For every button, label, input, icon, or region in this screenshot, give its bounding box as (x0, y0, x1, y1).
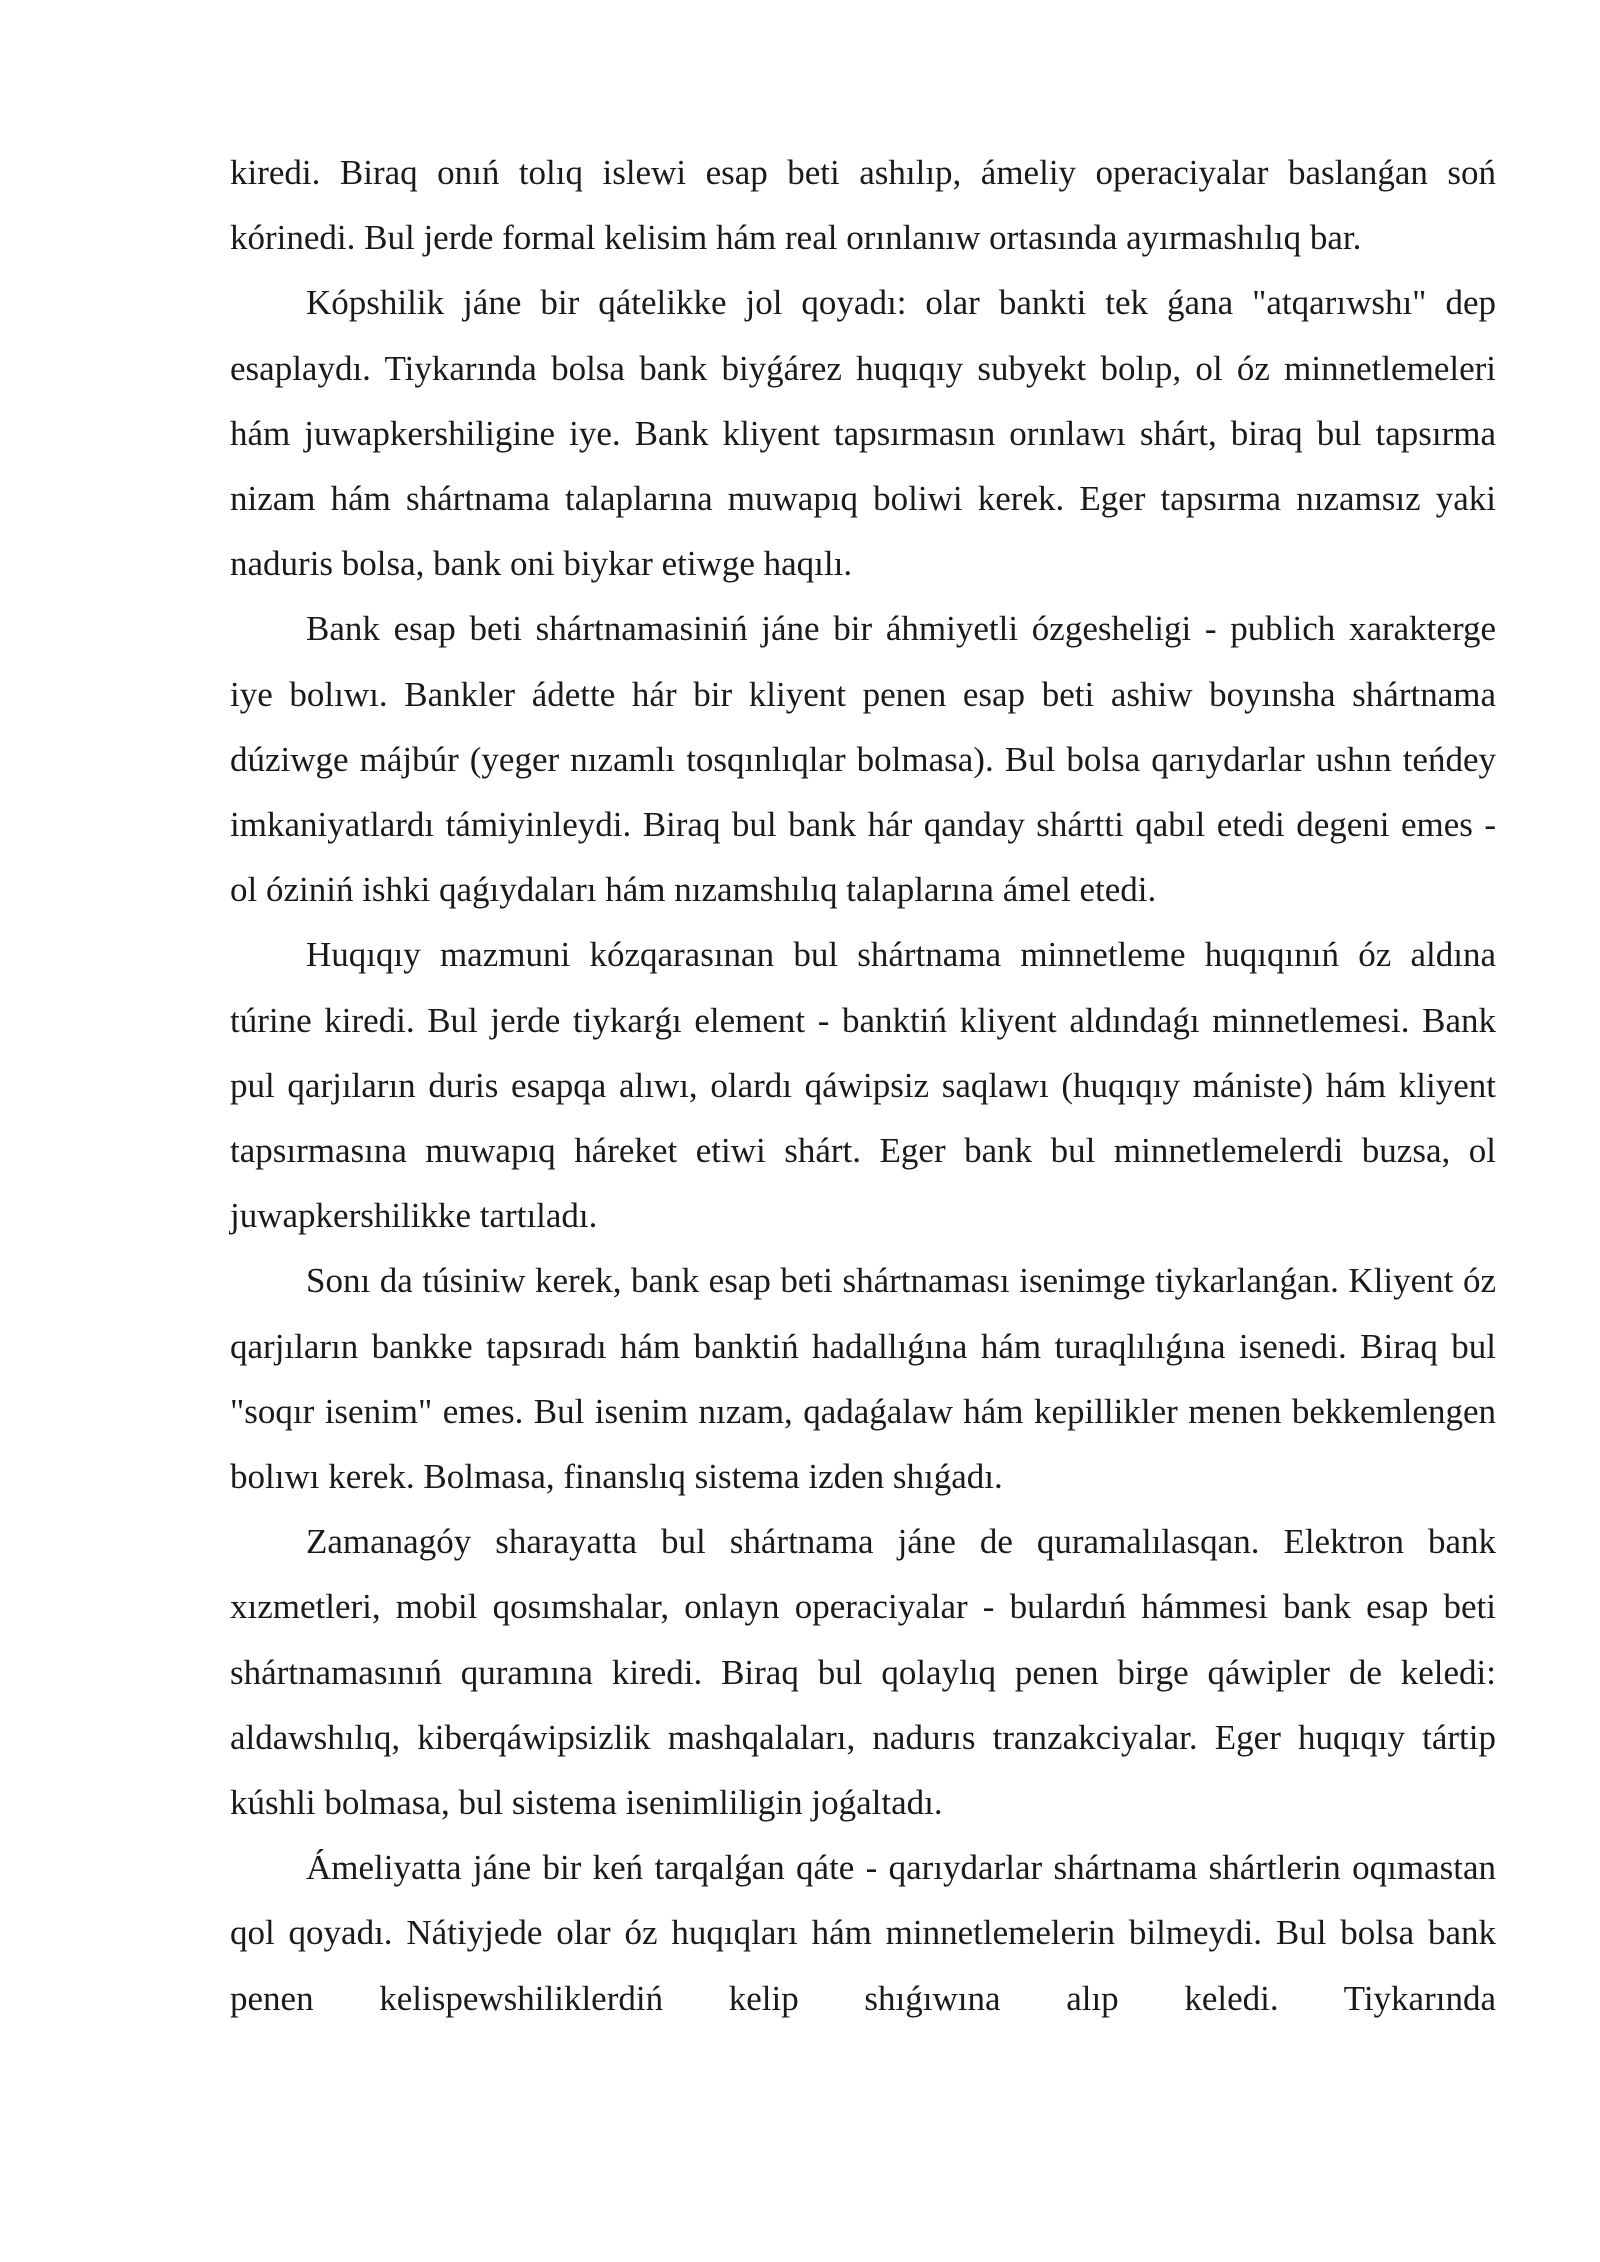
paragraph-1: kiredi. Biraq onıń tolıq islewi esap beti ashılıp, ámeliy operaciyalar baslanǵan soń kórinedi. Bul jerde formal kelisim hám real orınlanıw ortasında ayırmashılıq bar. (230, 153, 1496, 258)
paragraph-7: Ámeliyatta jáne bir keń tarqalǵan qáte - qarıydarlar shártnama shártlerin oqımastan qol qoyadı. Nátiyjede olar óz huqıqları hám minnetlemelerin bilmeydi. Bul bolsa bank penen kelispewshiliklerdiń kelip shıǵıwına alıp keledi. Tiykarında (230, 1848, 1496, 2018)
paragraph-3: Bank esap beti shártnamasiniń jáne bir áhmiyetli ózgesheligi - publich xarakterge iye bolıwı. Bankler ádette hár bir kliyent penen esap beti ashiw boyınsha shártnama dúziwge májbúr (yeger nızamlı tosqınlıqlar bolmasa). Bul bolsa qarıydarlar ushın teńdey imkaniyatlardı támiyinleydi. Biraq bul bank hár qanday shártti qabıl etedi degeni emes - ol óziniń ishki qaǵıydaları hám nızamshılıq talaplarına ámel etedi. (230, 609, 1496, 910)
paragraph-4: Huqıqıy mazmuni kózqarasınan bul shártnama minnetleme huqıqınıń óz aldına túrine kiredi. Bul jerde tiykarǵı element - banktiń kliyent aldındaǵı minnetlemesi. Bank pul qarjıların duris esapqa alıwı, olardı qáwipsiz saqlawı (huqıqıy mániste) hám kliyent tapsırmasına muwapıq háreket etiwi shárt. Eger bank bul minnetlemelerdi buzsa, ol juwapkershilikke tartıladı. (230, 935, 1496, 1236)
paragraph-5: Sonı da túsiniw kerek, bank esap beti shártnaması isenimge tiykarlanǵan. Kliyent óz qarjıların bankke tapsıradı hám banktiń hadallıǵına hám turaqlılıǵına isenedi. Biraq bul "soqır isenim" emes. Bul isenim nızam, qadaǵalaw hám kepillikler menen bekkemlengen bolıwı kerek. Bolmasa, finanslıq sistema izden shıǵadı. (230, 1261, 1496, 1497)
paragraph-2: Kópshilik jáne bir qátelikke jol qoyadı: olar bankti tek ǵana "atqarıwshı" dep esaplaydı. Tiykarında bolsa bank biyǵárez huqıqıy subyekt bolıp, ol óz minnetlemeleri hám juwapkershiligine iye. Bank kliyent tapsırmasın orınlawı shárt, biraq bul tapsırma nizam hám shártnama talaplarına muwapıq boliwi kerek. Eger tapsırma nızamsız yaki naduris bolsa, bank oni biykar etiwge haqılı. (230, 283, 1496, 584)
document-page (230, 140, 1496, 2031)
paragraph-6: Zamanagóy sharayatta bul shártnama jáne de quramalılasqan. Elektron bank xızmetleri, mobil qosımshalar, onlayn operaciyalar - bulardıń hámmesi bank esap beti shártnamasınıń quramına kiredi. Biraq bul qolaylıq penen birge qáwipler de keledi: aldawshılıq, kiberqáwipsizlik mashqalaları, nadurıs tranzakciyalar. Eger huqıqıy tártip kúshli bolmasa, bul sistema isenimliligin joǵaltadı. (230, 1522, 1496, 1823)
